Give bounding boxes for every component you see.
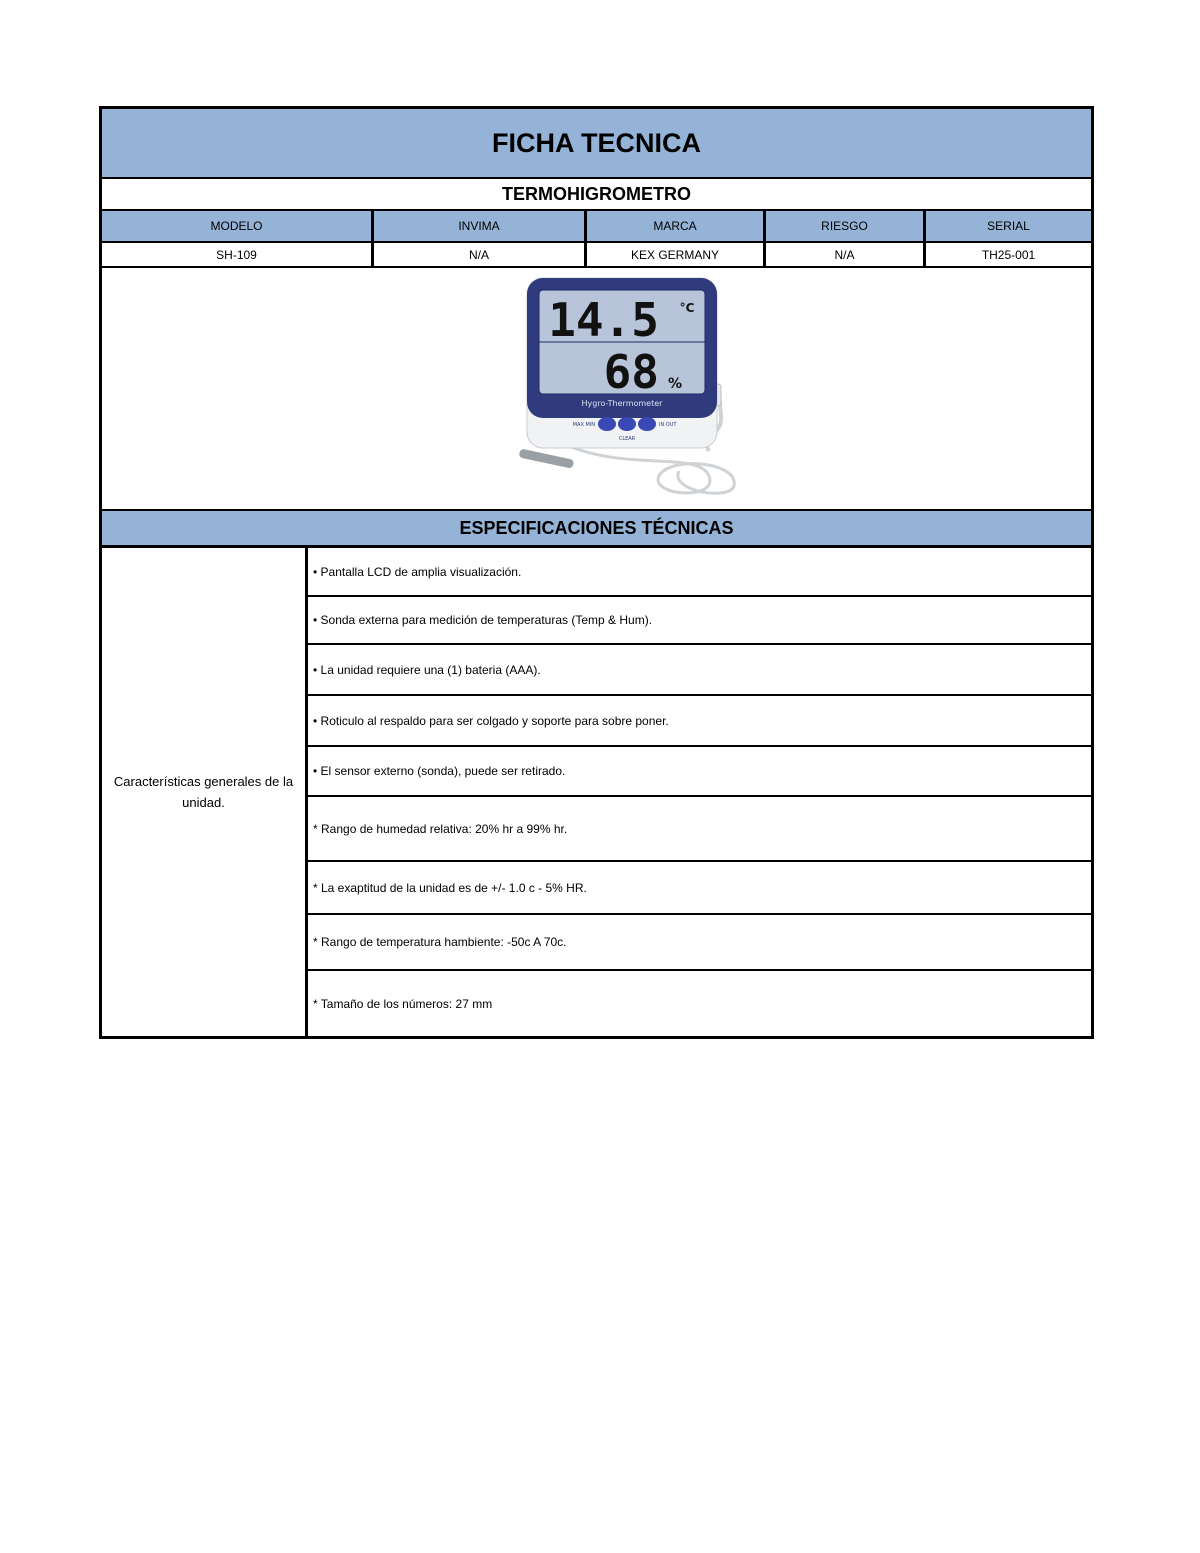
value-modelo: SH-109 <box>102 243 374 266</box>
header-riesgo: RIESGO <box>766 211 926 241</box>
probe-tip <box>519 448 575 468</box>
spec-item: • La unidad requiere una (1) bateria (AAA). <box>308 645 1091 696</box>
max-min-label: MAX MIN <box>572 422 595 428</box>
header-invima: INVIMA <box>374 211 587 241</box>
spec-item: • Sonda externa para medición de temperaturas (Temp & Hum). <box>308 597 1091 645</box>
technical-sheet <box>99 106 1094 1039</box>
value-invima: N/A <box>374 243 587 266</box>
sheet-title: FICHA TECNICA <box>102 109 1091 179</box>
specs-category: Características generales de la unidad. <box>102 548 308 1036</box>
spec-item: * Rango de temperatura hambiente: -50c A 70c. <box>308 915 1091 971</box>
temperature-reading: 14.5 <box>548 293 659 347</box>
in-out-label: IN OUT <box>659 422 677 428</box>
spec-item: • Roticulo al respaldo para ser colgado y soporte para sobre poner. <box>308 696 1091 747</box>
clear-label: CLEAR <box>618 436 636 442</box>
value-riesgo: N/A <box>766 243 926 266</box>
header-marca: MARCA <box>587 211 766 241</box>
spec-item: • El sensor externo (sonda), puede ser retirado. <box>308 747 1091 797</box>
spec-item: * Rango de humedad relativa: 20% hr a 99% hr. <box>308 797 1091 862</box>
product-photo-row <box>102 268 1091 511</box>
humidity-reading: 68 <box>603 345 659 399</box>
spec-item: * La exaptitud de la unidad es de +/- 1.0 c - 5% HR. <box>308 862 1091 915</box>
device-button-2 <box>618 417 636 431</box>
header-modelo: MODELO <box>102 211 374 241</box>
device-button-1 <box>598 417 616 431</box>
value-serial: TH25-001 <box>981 247 1036 262</box>
specs-heading: ESPECIFICACIONES TÉCNICAS <box>102 511 1091 548</box>
specs-list <box>308 548 1091 1036</box>
humidity-unit: % <box>667 376 683 392</box>
device-name: TERMOHIGROMETRO <box>102 179 1091 211</box>
temperature-unit: °C <box>679 301 695 315</box>
device-brand-label: Hygro-Thermometer <box>581 399 663 408</box>
probe-cable <box>569 446 734 493</box>
thermohygrometer-image <box>509 276 745 504</box>
spec-item: • Pantalla LCD de amplia visualización. <box>308 548 1091 597</box>
info-header-row <box>102 211 1091 243</box>
value-marca: KEX GERMANY <box>587 243 766 266</box>
device-button-3 <box>638 417 656 431</box>
header-serial: SERIAL <box>987 219 1030 233</box>
spec-item: * Tamaño de los números: 27 mm <box>313 996 493 1011</box>
info-value-row <box>102 243 1091 268</box>
